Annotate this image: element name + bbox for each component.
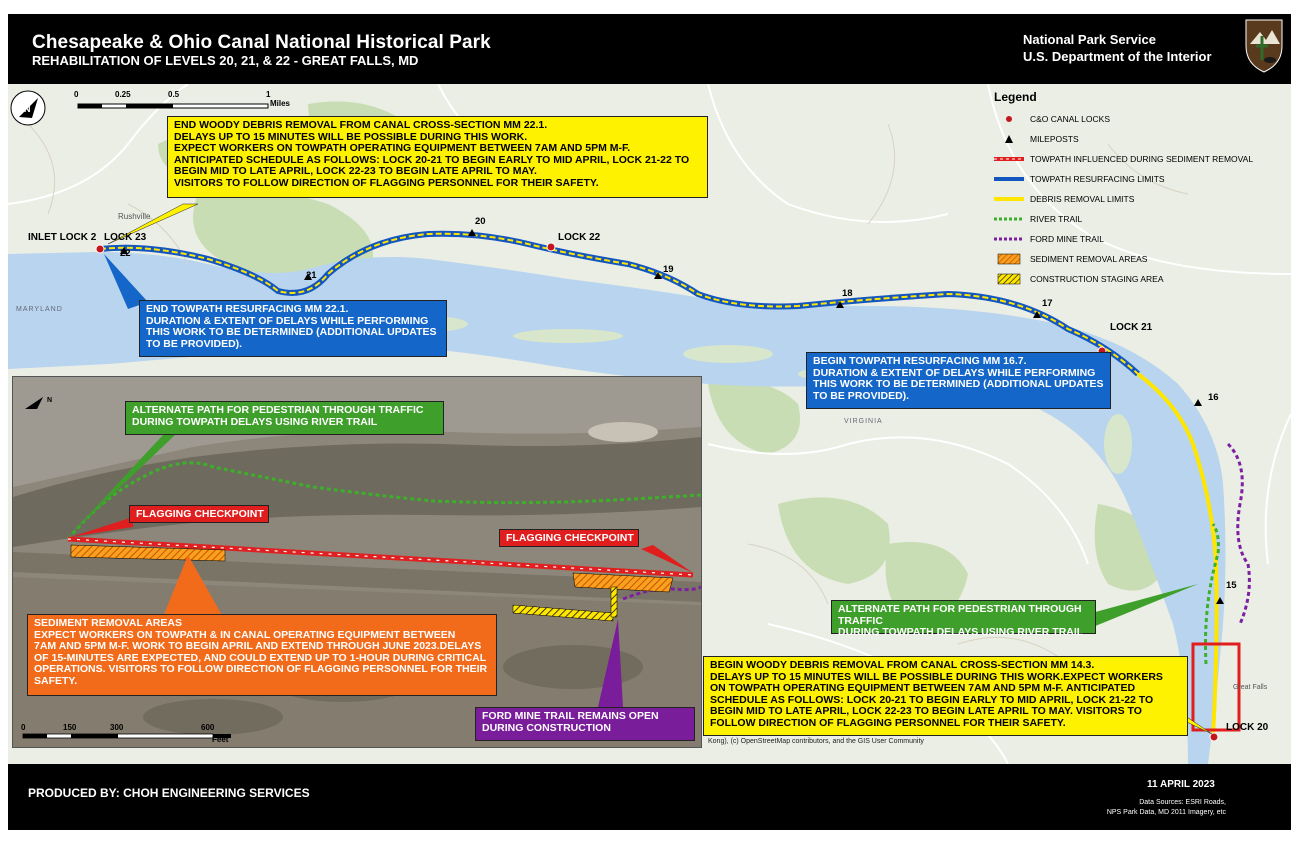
place-label-maryland: MARYLAND	[16, 306, 63, 313]
svg-text:N: N	[47, 397, 53, 404]
legend-label: CONSTRUCTION STAGING AREA	[1030, 274, 1164, 284]
inset-callout-ford-mine: FORD MINE TRAIL REMAINS OPEN DURING CONSTRUCTION	[475, 707, 695, 741]
lock-dot-icon	[992, 112, 1026, 126]
inset-scale-tick-600: 600	[201, 723, 215, 732]
milepost-label: 21	[306, 270, 317, 281]
scale-tick-025: 0.25	[115, 90, 131, 99]
inset-scale-bar	[23, 734, 231, 738]
inset-callout-alternate-path: ALTERNATE PATH FOR PEDESTRIAN THROUGH TRAFFIC DURING TOWPATH DELAYS USING RIVER TRAIL	[125, 401, 444, 435]
red-line-icon	[992, 152, 1026, 166]
yellow-line-icon	[992, 192, 1026, 206]
legend-item-resurfacing	[984, 172, 1284, 186]
legend-label: SEDIMENT REMOVAL AREAS	[1030, 254, 1148, 264]
legend-item-sediment-areas	[984, 252, 1284, 266]
inset-scale-unit: Feet	[212, 735, 229, 744]
green-dashed-icon	[992, 212, 1026, 226]
callout-debris-removal-end: END WOODY DEBRIS REMOVAL FROM CANAL CROSS-SECTION MM 22.1. DELAYS UP TO 15 MINUTES WILL BE POSSIBLE DURING THIS WORK. EXPECT WORKERS ON TOWPATH OPERATING EQUIPMENT BETWEEN 7AM AND 5PM M-F. ANTICIPATED SCHEDULE AS FOLLOWS: LOCK 20-21 TO BEGIN EARLY TO MID APRIL, LOCK 21-22 TO BEGIN MID TO LATE APRIL, LOCK 22-23 TO BEGIN LATE APRIL TO MAY. VISITORS TO FOLLOW DIRECTION OF FLAGGING PERSONNEL FOR THEIR SAFETY.	[167, 116, 708, 198]
map-subtitle: REHABILITATION OF LEVELS 20, 21, & 22 - GREAT FALLS, MD	[32, 53, 419, 68]
milepost-label: 20	[475, 216, 486, 227]
legend-item-ford-mine	[984, 232, 1284, 246]
legend-item-debris	[984, 192, 1284, 206]
legend-item-staging	[984, 272, 1284, 286]
legend-label: C&O CANAL LOCKS	[1030, 114, 1110, 124]
lock-label-20: LOCK 20	[1226, 722, 1269, 733]
inset-scale-tick-150: 150	[63, 723, 77, 732]
lock-label-22: LOCK 22	[558, 232, 601, 243]
lock-label-21: LOCK 21	[1110, 322, 1153, 333]
map-date: 11 APRIL 2023	[1147, 779, 1215, 790]
legend	[984, 90, 1284, 290]
ford-mine-trail	[1228, 444, 1249, 624]
lock-label-inlet-2: INLET LOCK 2	[28, 232, 97, 243]
purple-dashed-icon	[992, 232, 1026, 246]
main-scale-bar	[78, 104, 268, 108]
scale-tick-1: 1	[266, 90, 271, 99]
place-label-rushville: Rushville	[118, 212, 151, 221]
agency-name: National Park Service	[1023, 32, 1156, 47]
north-arrow-icon	[11, 91, 45, 125]
milepost-label: 17	[1042, 298, 1053, 309]
milepost-label: 15	[1226, 580, 1237, 591]
callout-resurfacing-end: END TOWPATH RESURFACING MM 22.1. DURATION & EXTENT OF DELAYS WHILE PERFORMING THIS WORK TO BE DETERMINED (ADDITIONAL UPDATES TO BE PROVIDED).	[139, 300, 447, 357]
legend-label: DEBRIS REMOVAL LIMITS	[1030, 194, 1135, 204]
inset-callout-flagging-right: FLAGGING CHECKPOINT	[499, 529, 639, 547]
callout-resurfacing-begin: BEGIN TOWPATH RESURFACING MM 16.7. DURATION & EXTENT OF DELAYS WHILE PERFORMING THIS WORK TO BE DETERMINED (ADDITIONAL UPDATES TO BE PROVIDED).	[806, 352, 1111, 409]
map-attribution: Kong), (c) OpenStreetMap contributors, and the GIS User Community	[708, 738, 924, 745]
map-title: Chesapeake & Ohio Canal National Historical Park	[32, 32, 491, 53]
callout-debris-removal-begin: BEGIN WOODY DEBRIS REMOVAL FROM CANAL CROSS-SECTION MM 14.3. DELAYS UP TO 15 MINUTES WILL BE POSSIBLE DURING THIS WORK.EXPECT WORKERS ON TOWPATH OPERATING EQUIPMENT BETWEEN 7AM AND 5PM M-F. ANTICIPATED SCHEDULE AS FOLLOWS: LOCK 20-21 TO BEGIN EARLY TO MID APRIL, LOCK 21-22 TO BEGIN MID TO LATE APRIL, LOCK 22-23 TO BEGIN LATE APRIL TO MAY. VISITORS TO FOLLOW DIRECTION OF FLAGGING PERSONNEL FOR THEIR SAFETY.	[703, 656, 1188, 736]
milepost-label: 19	[663, 264, 674, 275]
legend-title: Legend	[994, 90, 1037, 104]
data-sources	[1107, 798, 1226, 818]
blue-line-icon	[992, 172, 1026, 186]
data-sources-line-2: NPS Park Data, MD 2011 Imagery, etc	[1106, 809, 1226, 816]
map-area[interactable]	[8, 84, 1291, 764]
scale-tick-05: 0.5	[168, 90, 180, 99]
legend-item-river-trail	[984, 212, 1284, 226]
legend-item-mileposts	[984, 132, 1284, 146]
legend-item-sediment-towpath	[984, 152, 1284, 166]
agency-block	[1023, 31, 1212, 65]
lock-label-23: LOCK 23	[104, 232, 147, 243]
milepost-label: 16	[1208, 392, 1219, 403]
inset-scale-tick-0: 0	[21, 723, 26, 732]
produced-by: PRODUCED BY: CHOH ENGINEERING SERVICES	[28, 786, 310, 800]
inset-scale-tick-300: 300	[110, 723, 124, 732]
legend-label: FORD MINE TRAIL	[1030, 234, 1104, 244]
yellow-hatch-icon	[992, 272, 1026, 286]
agency-department: U.S. Department of the Interior	[1023, 49, 1212, 64]
scale-unit: Miles	[270, 99, 291, 108]
milepost-label: 22	[120, 248, 131, 259]
legend-label: TOWPATH INFLUENCED DURING SEDIMENT REMOVAL	[1030, 154, 1254, 164]
scale-tick-0: 0	[74, 90, 79, 99]
inset-callout-sediment-removal: SEDIMENT REMOVAL AREAS EXPECT WORKERS ON TOWPATH & IN CANAL OPERATING EQUIPMENT BETWEEN 7AM AND 5PM M-F. WORK TO BEGIN APRIL AND EXTEND THROUGH JUNE 2023.DELAYS OF 15-MINUTES ARE EXPECTED, AND COULD EXTEND UP TO 1-HOUR DURING CRITICAL OPERATIONS. VISITORS TO FOLLOW DIRECTION OF FLAGGING PERSONNEL FOR THEIR SAFETY.	[27, 614, 497, 696]
header-bar	[8, 14, 1291, 80]
orange-hatch-icon	[992, 252, 1026, 266]
legend-label: MILEPOSTS	[1030, 134, 1079, 144]
place-label-great-falls: Great Falls	[1233, 684, 1268, 691]
callout-alternate-path: ALTERNATE PATH FOR PEDESTRIAN THROUGH TRAFFIC DURING TOWPATH DELAYS USING RIVER TRAIL	[831, 600, 1096, 634]
milepost-triangle-icon	[992, 132, 1026, 146]
svg-text:N: N	[24, 104, 31, 114]
legend-label: TOWPATH RESURFACING LIMITS	[1030, 174, 1165, 184]
data-sources-line-1: Data Sources: ESRI Roads,	[1139, 799, 1226, 806]
legend-item-locks	[984, 112, 1284, 126]
nps-arrowhead-icon	[1242, 16, 1286, 74]
place-label-virginia: VIRGINIA	[844, 418, 883, 425]
inset-map[interactable]	[12, 376, 702, 748]
legend-label: RIVER TRAIL	[1030, 214, 1083, 224]
map-frame	[8, 14, 1291, 830]
milepost-label: 18	[842, 288, 853, 299]
footer-bar	[8, 766, 1291, 830]
inset-callout-flagging-left: FLAGGING CHECKPOINT	[129, 505, 269, 523]
